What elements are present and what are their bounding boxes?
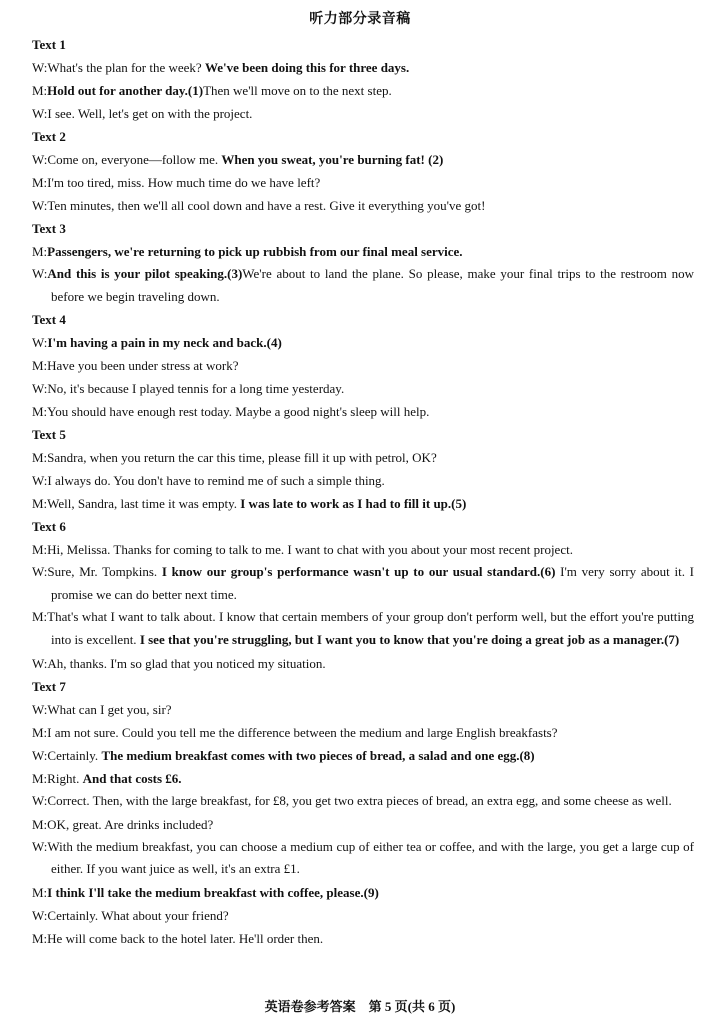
dialogue-line bbox=[32, 904, 694, 927]
line-text: Text 4 bbox=[32, 312, 66, 328]
transcript-body bbox=[32, 33, 694, 950]
line-text: W:Correct. Then, with the large breakfast, for £8, you get two extra pieces of bread, an extra egg, and some cheese as well. bbox=[32, 792, 672, 808]
line-text: M:I am not sure. Could you tell me the difference between the medium and large English breakfasts? bbox=[32, 724, 558, 740]
section-heading bbox=[32, 423, 694, 446]
dialogue-line bbox=[32, 354, 694, 377]
dialogue-line bbox=[32, 79, 694, 102]
line-text: We're about to land the plane. So please, make your final trips to the restroom now before we begin traveling down. bbox=[51, 266, 694, 304]
line-text: I'm very sorry about it. I promise we can do better next time. bbox=[51, 564, 694, 602]
line-text: Text 5 bbox=[32, 427, 66, 443]
dialogue-line bbox=[32, 400, 694, 423]
section-heading bbox=[32, 217, 694, 240]
dialogue-line bbox=[32, 492, 694, 515]
dialogue-line bbox=[32, 721, 694, 744]
line-text: M:Right. bbox=[32, 770, 83, 786]
line-text: W:Sure, Mr. Tompkins. bbox=[32, 564, 162, 580]
line-text: W:What's the plan for the week? bbox=[32, 60, 205, 75]
line-text: W: bbox=[32, 335, 48, 351]
dialogue-line bbox=[32, 881, 694, 904]
section-heading bbox=[32, 308, 694, 331]
dialogue-line bbox=[32, 813, 694, 836]
answer-text: I think I'll take the medium breakfast with coffee, please.(9) bbox=[47, 884, 379, 900]
dialogue-line bbox=[32, 652, 694, 675]
dialogue-line bbox=[32, 148, 694, 171]
line-text: M:Hi, Melissa. Thanks for coming to talk to me. I want to chat with you about your most recent project. bbox=[32, 542, 573, 558]
section-heading bbox=[32, 675, 694, 698]
dialogue-line bbox=[32, 836, 694, 881]
answer-text: The medium breakfast comes with two pieces of bread, a salad and one egg.(8) bbox=[101, 747, 535, 763]
line-text: M:OK, great. Are drinks included? bbox=[32, 816, 214, 832]
answer-text: We've been doing this for three days. bbox=[204, 60, 410, 75]
answer-text: When you sweat, you're burning fat! (2) bbox=[221, 152, 444, 167]
dialogue-line bbox=[32, 790, 694, 813]
dialogue-line bbox=[32, 469, 694, 492]
dialogue-line bbox=[32, 56, 694, 79]
line-text: Text 2 bbox=[32, 129, 66, 144]
answer-text: I'm having a pain in my neck and back.(4) bbox=[47, 335, 282, 351]
answer-text: Hold out for another day. bbox=[47, 83, 188, 98]
line-text: Text 7 bbox=[32, 678, 66, 694]
line-text: W:No, it's because I played tennis for a long time yesterday. bbox=[32, 381, 345, 397]
answer-text: And this is your pilot speaking. bbox=[47, 266, 228, 281]
section-heading bbox=[32, 515, 694, 538]
line-text: W:Certainly. bbox=[32, 747, 102, 763]
line-text: Text 6 bbox=[32, 519, 66, 535]
answer-text: I see that you're struggling, but I want you to know that you're doing a great job as a manager.(7) bbox=[139, 631, 680, 647]
answer-text: I know our group's performance wasn't up to our usual standard.(6) bbox=[161, 564, 556, 580]
section-heading bbox=[32, 33, 694, 56]
answer-text: (3) bbox=[227, 266, 243, 281]
line-text: W: bbox=[32, 266, 48, 281]
line-text: M:You should have enough rest today. Maybe a good night's sleep will help. bbox=[32, 404, 430, 420]
dialogue-line bbox=[32, 538, 694, 561]
line-text: M:Sandra, when you return the car this time, please fill it up with petrol, OK? bbox=[32, 450, 437, 466]
line-text: W:I see. Well, let's get on with the project. bbox=[32, 106, 253, 121]
line-text: W:I always do. You don't have to remind me of such a simple thing. bbox=[32, 473, 385, 489]
line-text: M:Have you been under stress at work? bbox=[32, 358, 239, 374]
dialogue-line bbox=[32, 377, 694, 400]
dialogue-line bbox=[32, 171, 694, 194]
dialogue-line bbox=[32, 331, 694, 354]
dialogue-line bbox=[32, 698, 694, 721]
line-text: M: bbox=[32, 83, 48, 98]
dialogue-line bbox=[32, 927, 694, 950]
answer-text: (1) bbox=[187, 83, 204, 98]
dialogue-line bbox=[32, 606, 694, 651]
line-text: M:That's what I want to talk about. I know that certain members of your group don't perform well, but the effort you're putting into is excellent. bbox=[32, 609, 694, 647]
line-text: W:What can I get you, sir? bbox=[32, 701, 172, 717]
dialogue-line bbox=[32, 263, 694, 308]
line-text: Text 1 bbox=[32, 37, 66, 52]
page-footer: 英语卷参考答案 第 5 页(共 6 页) bbox=[264, 999, 456, 1014]
page-title: 听力部分录音稿 bbox=[309, 11, 411, 27]
line-text: W:Come on, everyone—follow me. bbox=[32, 152, 222, 167]
line-text: M:I'm too tired, miss. How much time do we have left? bbox=[32, 175, 321, 190]
line-text: Text 3 bbox=[32, 221, 66, 236]
line-text: M:He will come back to the hotel later. He'll order then. bbox=[32, 930, 324, 946]
answer-text: I was late to work as I had to fill it up.(5) bbox=[240, 496, 467, 512]
line-text: Then we'll move on to the next step. bbox=[203, 83, 392, 98]
dialogue-line bbox=[32, 446, 694, 469]
line-text: M: bbox=[32, 244, 48, 259]
section-heading bbox=[32, 125, 694, 148]
line-text: W:Certainly. What about your friend? bbox=[32, 907, 229, 923]
dialogue-line bbox=[32, 767, 694, 790]
dialogue-line bbox=[32, 194, 694, 217]
line-text: W:Ten minutes, then we'll all cool down and have a rest. Give it everything you've got! bbox=[32, 198, 486, 213]
line-text: W:With the medium breakfast, you can choose a medium cup of either tea or coffee, and with the large, you get a large cup of either. If you want juice as well, it's an extra £1. bbox=[32, 838, 694, 877]
dialogue-line bbox=[32, 561, 694, 606]
dialogue-line bbox=[32, 102, 694, 125]
line-text: W:Ah, thanks. I'm so glad that you noticed my situation. bbox=[32, 655, 326, 671]
line-text: M:Well, Sandra, last time it was empty. bbox=[32, 496, 241, 512]
dialogue-line bbox=[32, 240, 694, 263]
dialogue-line bbox=[32, 744, 694, 767]
line-text: M: bbox=[32, 884, 48, 900]
answer-text: Passengers, we're returning to pick up rubbish from our final meal service. bbox=[47, 244, 463, 259]
answer-text: And that costs £6. bbox=[82, 770, 182, 786]
